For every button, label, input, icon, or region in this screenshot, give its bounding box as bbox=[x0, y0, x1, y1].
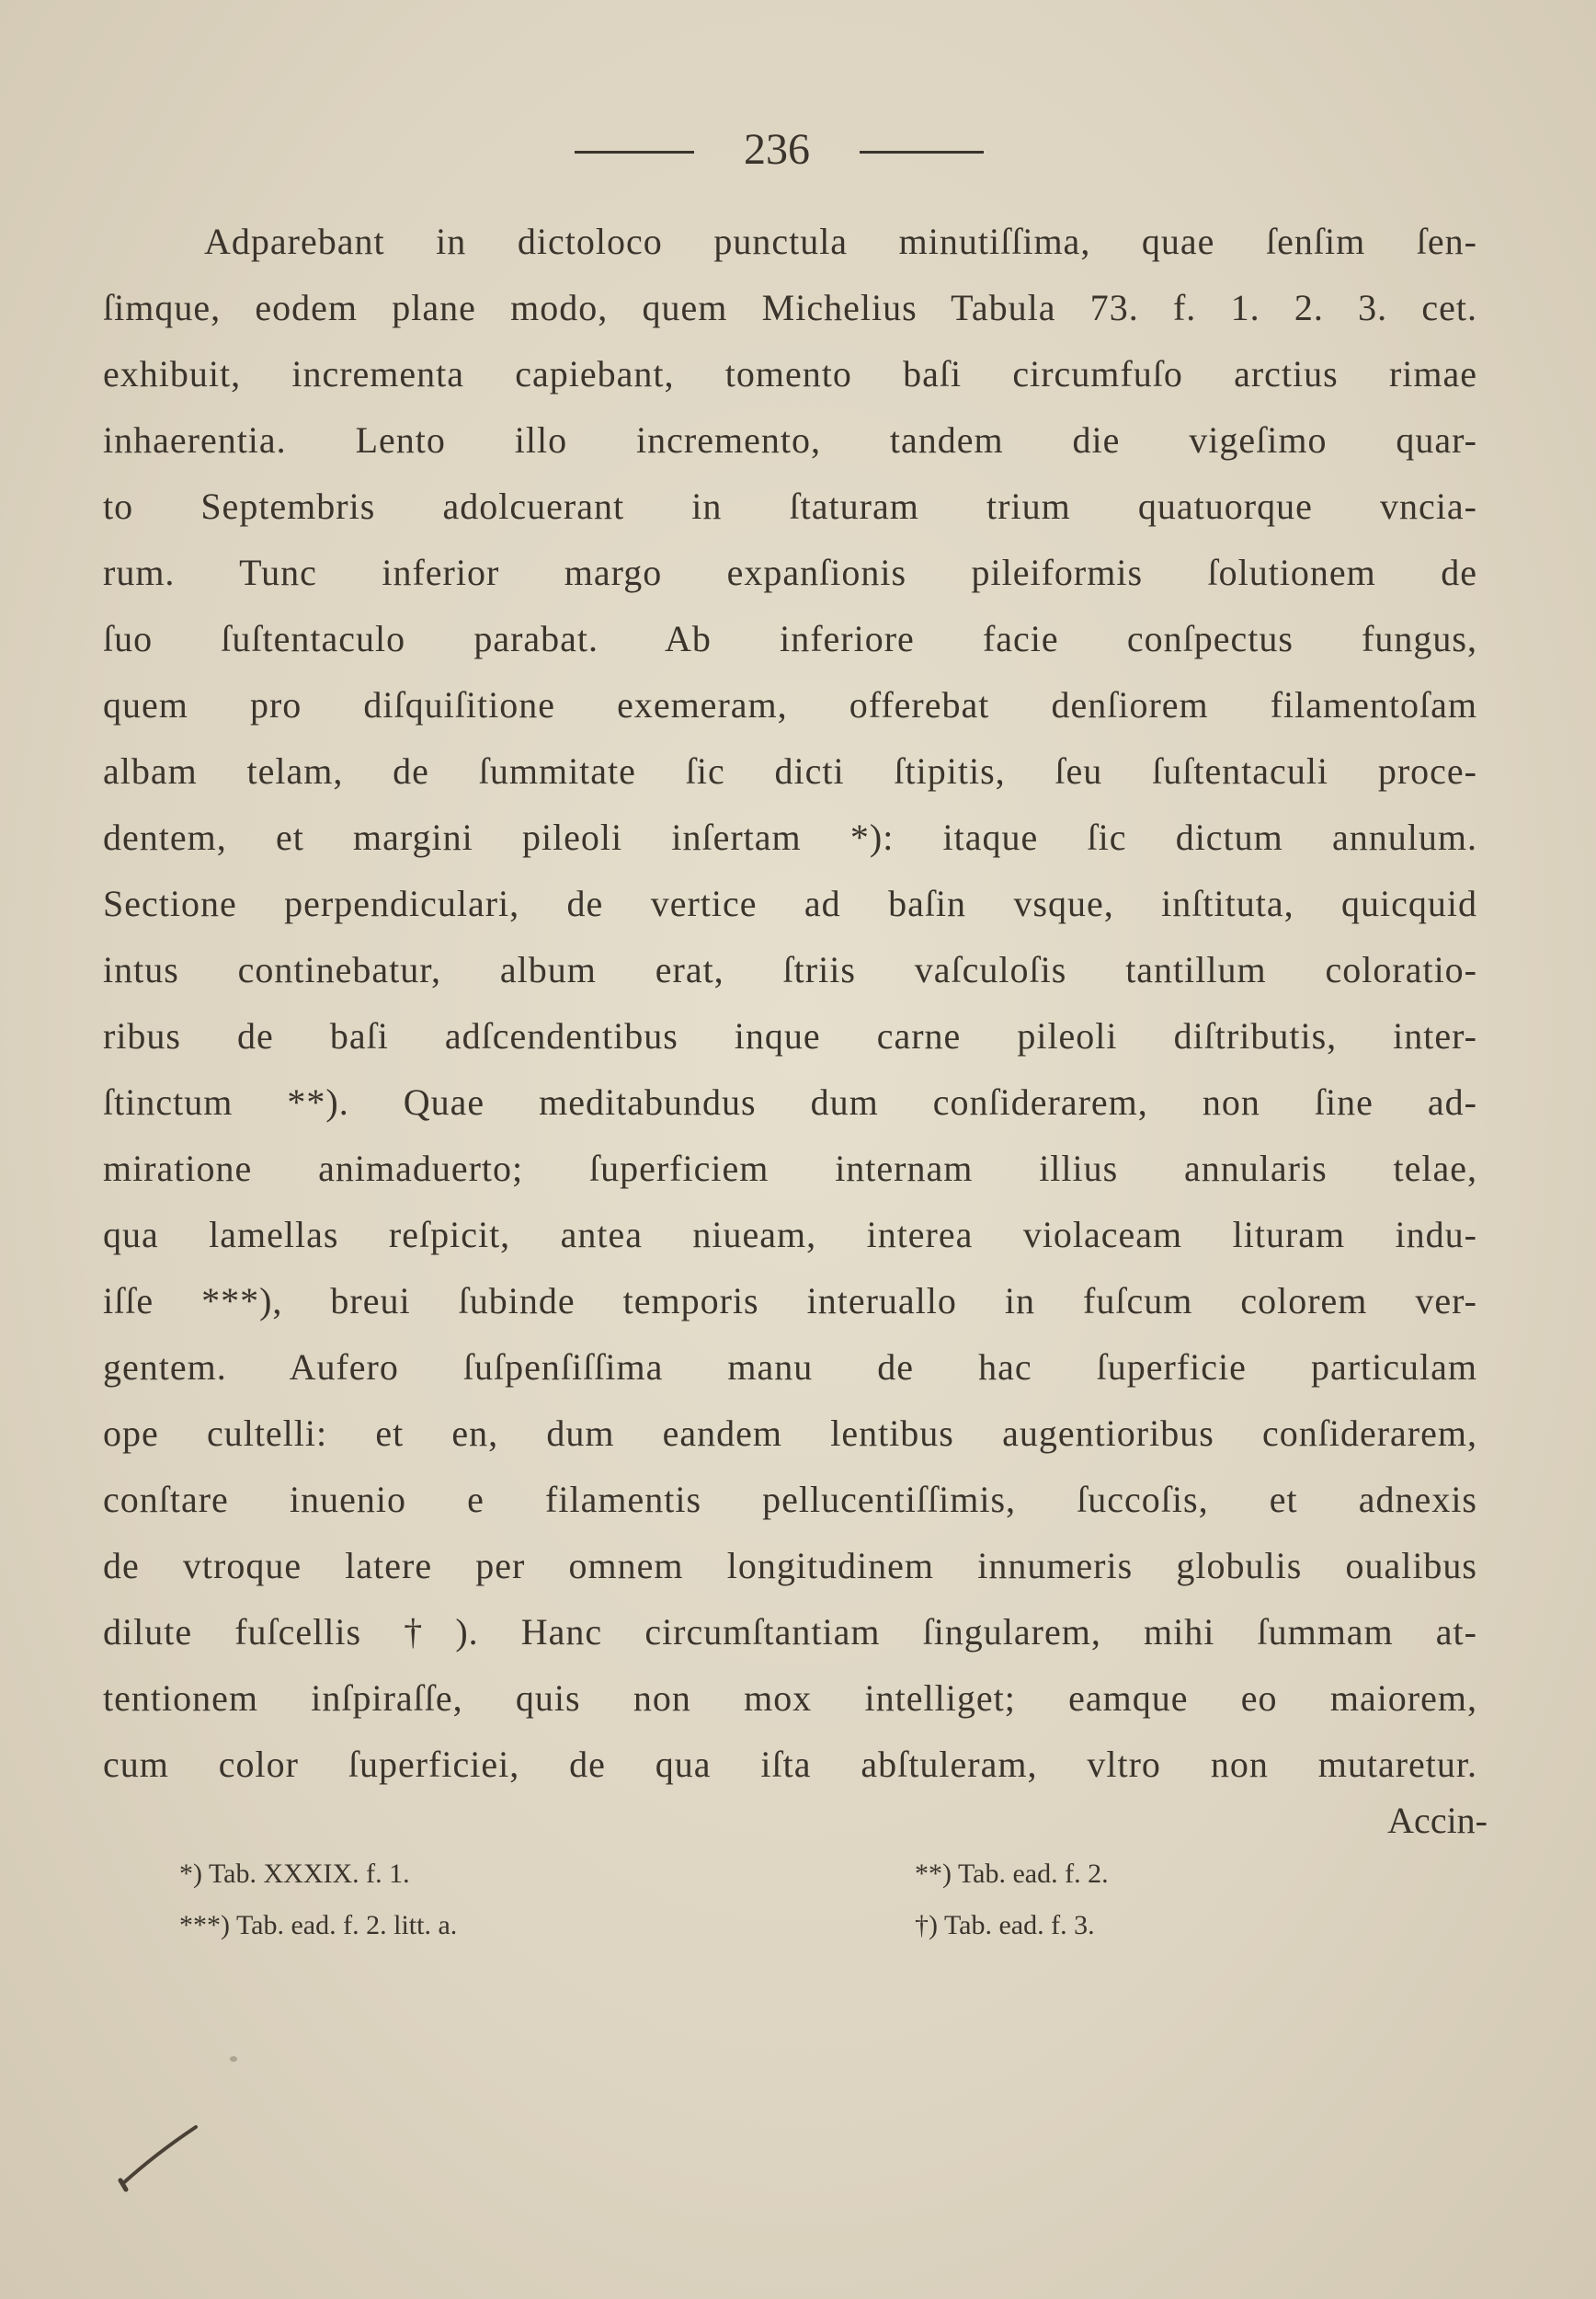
footnotes bbox=[0, 1853, 1596, 1963]
text-line: ope cultelli: et en, dum eandem lentibus augentioribus conſiderarem, bbox=[103, 1413, 1477, 1454]
text-line: gentem. Aufero ſuſpenſiſſima manu de hac ſuperficie particulam bbox=[103, 1346, 1477, 1388]
catchword: Accin- bbox=[1387, 1800, 1488, 1841]
footnote-4: †) Tab. ead. f. 3. bbox=[915, 1910, 1095, 1940]
text-line: miratione animaduerto; ſuperficiem internam illius annularis telae, bbox=[103, 1148, 1477, 1189]
ink-speck bbox=[230, 2056, 237, 2062]
page-header bbox=[0, 118, 1596, 182]
text-line: iſſe ***), breui ſubinde temporis interuallo in fuſcum colorem ver- bbox=[103, 1280, 1477, 1321]
text-line: tentionem inſpiraſſe, quis non mox intelliget; eamque eo maiorem, bbox=[103, 1677, 1477, 1719]
text-line: quem pro diſquiſitione exemeram, offerebat denſiorem filamentoſam bbox=[103, 684, 1477, 726]
text-line: cum color ſuperficiei, de qua iſta abſtuleram, vltro non mutaretur. bbox=[103, 1744, 1477, 1785]
text-line: rum. Tunc inferior margo expanſionis pileiformis ſolutionem de bbox=[103, 552, 1477, 593]
body-text bbox=[103, 209, 1477, 1798]
text-line: qua lamellas reſpicit, antea niueam, interea violaceam lituram indu- bbox=[103, 1214, 1477, 1255]
text-line: to Septembris adolcuerant in ſtaturam trium quatuorque vncia- bbox=[103, 486, 1477, 527]
text-line: intus continebatur, album erat, ſtriis vaſculoſis tantillum coloratio- bbox=[103, 949, 1477, 990]
header-rule-left bbox=[575, 151, 694, 154]
pen-mark-icon bbox=[115, 2120, 207, 2193]
text-line: de vtroque latere per omnem longitudinem innumeris globulis oualibus bbox=[103, 1545, 1477, 1586]
text-line: Sectione perpendiculari, de vertice ad baſin vsque, inſtituta, quicquid bbox=[103, 883, 1477, 924]
text-line: exhibuit, incrementa capiebant, tomento baſi circumfuſo arctius rimae bbox=[103, 353, 1477, 395]
text-line: ſtinctum **). Quae meditabundus dum conſiderarem, non ſine ad- bbox=[103, 1081, 1477, 1123]
text-line: ſuo ſuſtentaculo parabat. Ab inferiore facie conſpectus fungus, bbox=[103, 618, 1477, 659]
header-rule-right bbox=[860, 151, 984, 154]
page-number: 236 bbox=[744, 125, 810, 174]
text-line: ribus de baſi adſcendentibus inque carne pileoli diſtributis, inter- bbox=[103, 1015, 1477, 1057]
text-line: dilute fuſcellis †). Hanc circumſtantiam ſingularem, mihi ſummam at- bbox=[103, 1611, 1477, 1653]
text-line: Adparebant in dictoloco punctula minutiſſima, quae ſenſim ſen- bbox=[204, 221, 1477, 262]
text-line: conſtare inuenio e filamentis pellucentiſſimis, ſuccoſis, et adnexis bbox=[103, 1479, 1477, 1520]
text-line: dentem, et margini pileoli inſertam *): itaque ſic dictum annulum. bbox=[103, 817, 1477, 858]
footnote-3: ***) Tab. ead. f. 2. litt. a. bbox=[179, 1910, 458, 1940]
text-line: ſimque, eodem plane modo, quem Michelius Tabula 73. f. 1. 2. 3. cet. bbox=[103, 287, 1477, 328]
footnote-2: **) Tab. ead. f. 2. bbox=[915, 1859, 1109, 1889]
text-line: inhaerentia. Lento illo incremento, tandem die vigeſimo quar- bbox=[103, 419, 1477, 461]
footnote-1: *) Tab. XXXIX. f. 1. bbox=[179, 1859, 410, 1889]
text-line: albam telam, de ſummitate ſic dicti ſtipitis, ſeu ſuſtentaculi proce- bbox=[103, 750, 1477, 792]
